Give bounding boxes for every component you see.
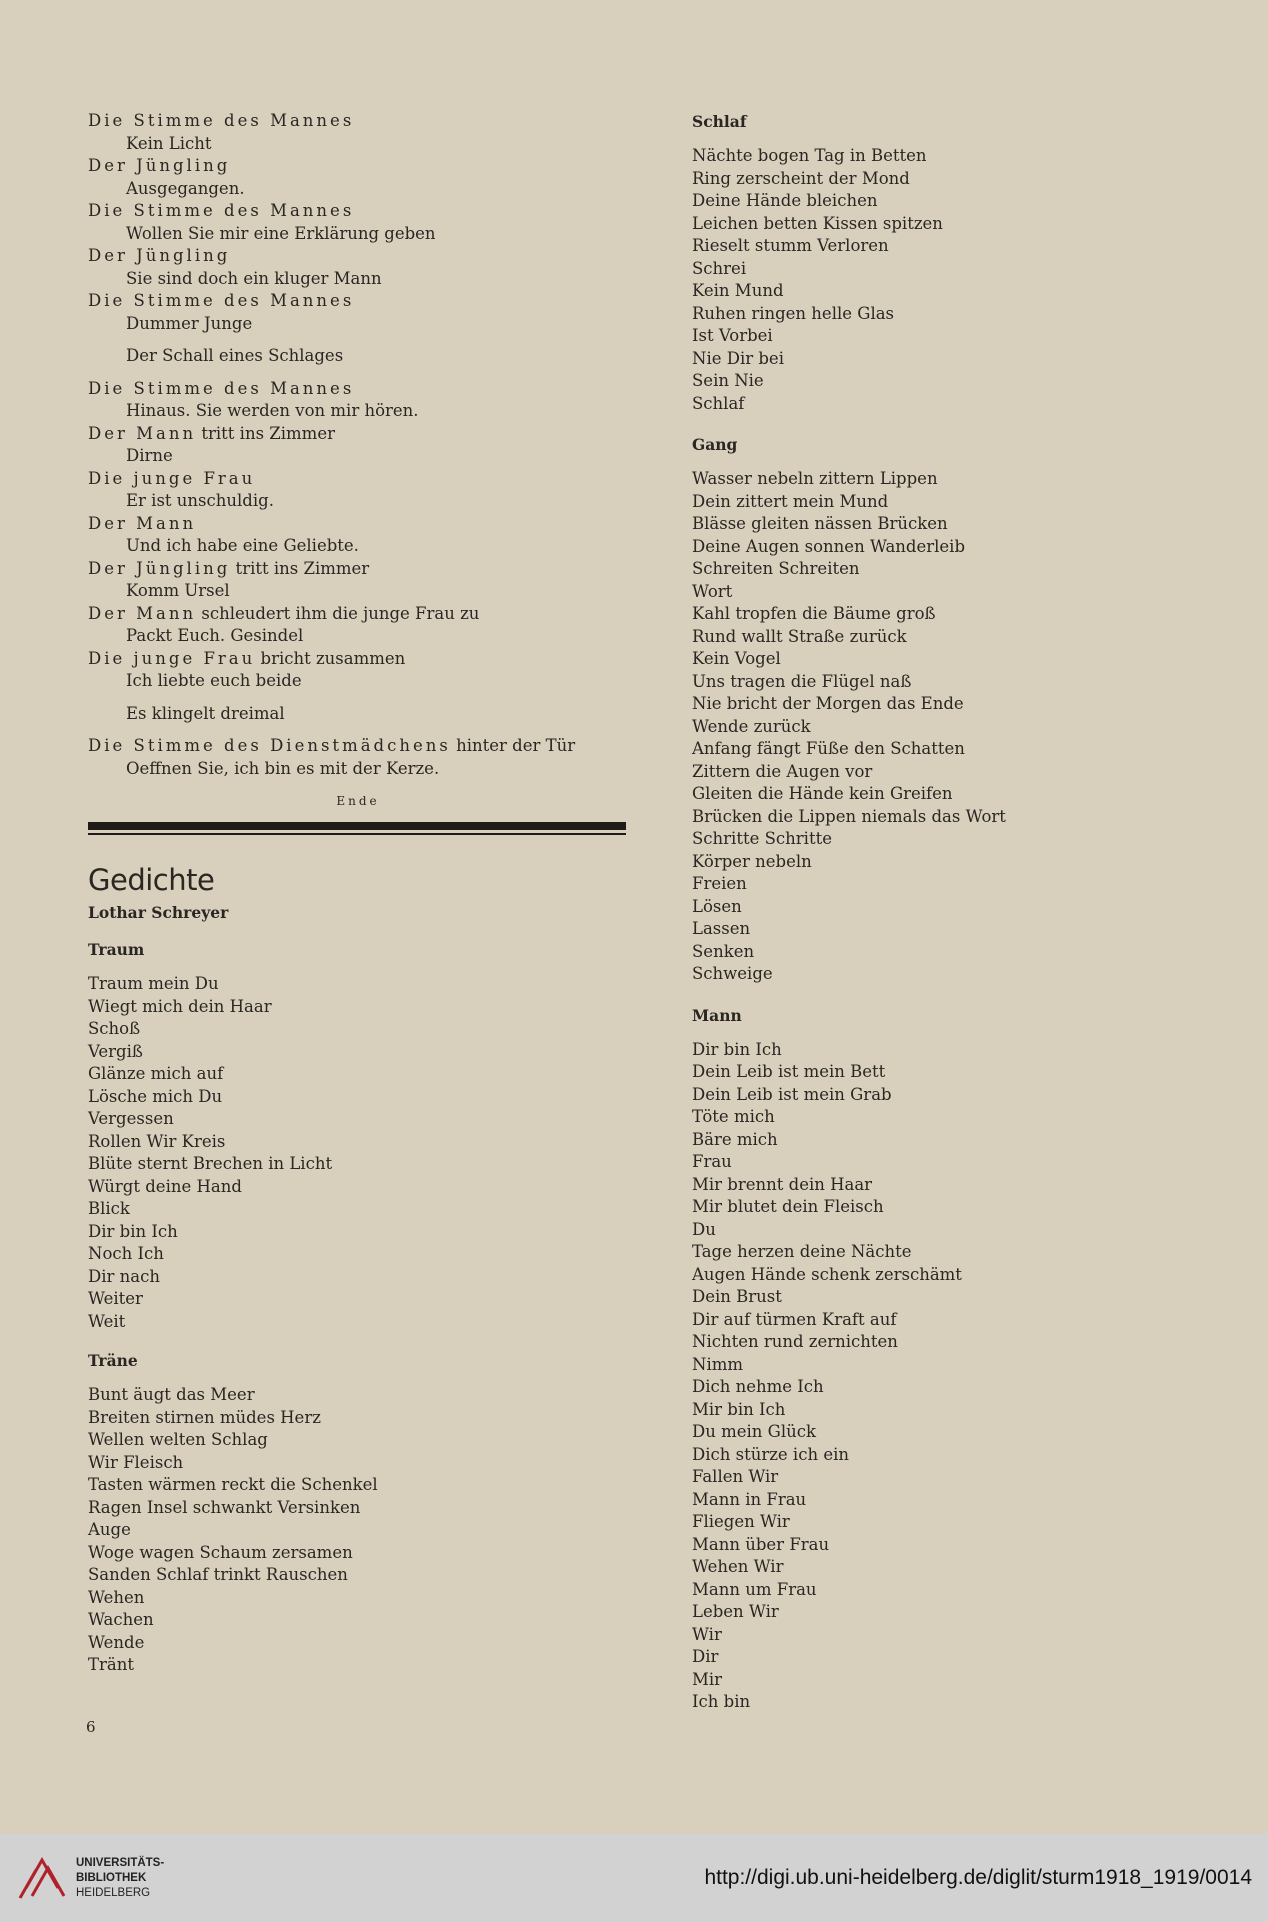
poem-line: Blüte sternt Brechen in Licht <box>88 1154 333 1173</box>
poem-line: Mir blutet dein Fleisch <box>692 1197 884 1216</box>
poem-line: Augen Hände schenk zerschämt <box>692 1264 962 1284</box>
poem-line: Nie Dir bei <box>692 348 784 368</box>
poem-line: Frau <box>692 1152 732 1171</box>
drama-line: Sie sind doch ein kluger Mann <box>126 268 382 288</box>
drama-line: Die Stimme des Mannes <box>88 291 355 310</box>
poem-line: Dein Brust <box>692 1287 782 1306</box>
speaker-name: Der Jüngling <box>88 558 231 578</box>
section-divider <box>88 822 626 835</box>
poem-line: Schoß <box>88 1019 141 1038</box>
poem-line: Dein zittert mein Mund <box>692 491 889 511</box>
library-logo-icon <box>12 1848 72 1908</box>
poems-left <box>88 940 628 1677</box>
drama-line <box>88 423 628 446</box>
drama-line: Die junge Frau <box>88 468 256 488</box>
source-url: http://digi.ub.uni-heidelberg.de/diglit/sturm1918_1919/0014 <box>704 1866 1252 1889</box>
page-number: 6 <box>86 1718 96 1736</box>
stage-direction: tritt ins Zimmer <box>230 558 370 578</box>
poem-line: Ragen Insel schwankt Versinken <box>88 1497 361 1517</box>
stage-direction: bricht zusammen <box>255 648 406 668</box>
drama-line: Oeffnen Sie, ich bin es mit der Kerze. <box>126 758 440 778</box>
poem-title: Gang <box>692 435 738 454</box>
poem-line: Woge wagen Schaum zersamen <box>88 1542 353 1562</box>
poem-line: Wasser nebeln zittern Lippen <box>692 469 938 488</box>
drama-line <box>88 648 628 671</box>
poem-line: Anfang fängt Füße den Schatten <box>692 739 965 758</box>
poem-line: Sein Nie <box>692 371 764 390</box>
poem-line: Wiegt mich dein Haar <box>88 996 272 1016</box>
drama-line: Der Jüngling <box>88 246 231 265</box>
poem-line: Glänze mich auf <box>88 1064 224 1083</box>
drama-line: Der Mann <box>88 513 197 533</box>
section-title: Gedichte <box>88 863 215 897</box>
drama-line: Er ist unschuldig. <box>126 491 274 510</box>
poem-line: Mir <box>692 1669 723 1689</box>
drama-line: Packt Euch. Gesindel <box>126 626 304 645</box>
poem-line: Freien <box>692 874 747 893</box>
poem-line: Mir bin Ich <box>692 1399 786 1419</box>
poem-line: Wir <box>692 1624 722 1644</box>
poem-line: Dein Leib ist mein Bett <box>692 1062 886 1081</box>
library-name: UNIVERSITÄTS- BIBLIOTHEK HEIDELBERG <box>76 1857 165 1899</box>
drama-line: Ich liebte euch beide <box>126 671 302 690</box>
drama-line: Komm Ursel <box>126 581 230 600</box>
poem-line: Würgt deine Hand <box>88 1176 242 1196</box>
stage-direction: hinter der Tür <box>450 736 576 755</box>
speaker-name: Der Mann <box>88 423 197 443</box>
poem-line: Bäre mich <box>692 1129 778 1149</box>
poem-title: Träne <box>88 1351 138 1370</box>
poem-line: Dir <box>692 1647 719 1666</box>
poem-line: Wellen welten Schlag <box>88 1430 268 1449</box>
poem-line: Schrei <box>692 258 747 278</box>
author-name: Lothar Schreyer <box>88 903 229 922</box>
drama-line: Wollen Sie mir eine Erklärung geben <box>126 223 436 243</box>
poem-line: Mann um Frau <box>692 1579 817 1599</box>
poem-line: Wort <box>692 581 733 601</box>
poem-line: Tasten wärmen reckt die Schenkel <box>88 1475 378 1494</box>
drama-line <box>88 603 628 626</box>
poem-title: Traum <box>88 940 145 959</box>
poem-line: Schweige <box>692 964 773 983</box>
poem-title: Schlaf <box>692 112 747 131</box>
poem-line: Lassen <box>692 919 751 938</box>
poem-line: Tage herzen deine Nächte <box>692 1242 912 1261</box>
poem-line: Mann über Frau <box>692 1534 830 1554</box>
poem-line: Kahl tropfen die Bäume groß <box>692 604 936 623</box>
drama-line: Hinaus. Sie werden von mir hören. <box>126 401 419 420</box>
poem-line: Lösen <box>692 896 742 916</box>
drama-line: Die Stimme des Mannes <box>88 111 355 130</box>
drama-line: Die Stimme des Mannes <box>88 378 355 398</box>
drama-line: Der Schall eines Schlages <box>126 346 344 365</box>
speaker-name: Die junge Frau <box>88 648 256 668</box>
poem-line: Dir auf türmen Kraft auf <box>692 1309 897 1329</box>
poem-line: Schreiten Schreiten <box>692 559 860 578</box>
poem-line: Weiter <box>88 1289 143 1308</box>
poem-line: Nächte bogen Tag in Betten <box>692 146 927 165</box>
poem-line: Blässe gleiten nässen Brücken <box>692 514 948 533</box>
poem-line: Schlaf <box>692 393 745 413</box>
poem-line: Wehen <box>88 1587 145 1607</box>
poem-line: Deine Augen sonnen Wanderleib <box>692 536 966 556</box>
poem-line: Nichten rund zernichten <box>692 1332 898 1351</box>
drama-line: Dummer Junge <box>126 313 253 333</box>
poem-line: Du mein Glück <box>692 1422 816 1441</box>
poem-line: Dir nach <box>88 1266 160 1286</box>
poem-line: Zittern die Augen vor <box>692 761 873 781</box>
poem-line: Ruhen ringen helle Glas <box>692 303 895 323</box>
drama-line: Ausgegangen. <box>126 178 245 198</box>
poem-line: Uns tragen die Flügel naß <box>692 671 912 691</box>
poem-line: Nimm <box>692 1354 744 1374</box>
poem-line: Schritte Schritte <box>692 829 832 848</box>
poem-line: Wir Fleisch <box>88 1452 184 1472</box>
poem-line: Gleiten die Hände kein Greifen <box>692 784 953 803</box>
poem-line: Lösche mich Du <box>88 1086 223 1106</box>
poems-right <box>692 112 1072 1714</box>
drama-line: Die Stimme des Mannes <box>88 201 355 220</box>
footer-bar <box>0 1834 1268 1922</box>
poem-line: Bunt äugt das Meer <box>88 1385 255 1404</box>
drama-line <box>88 735 628 758</box>
poem-line: Wende <box>88 1632 145 1652</box>
poem-line: Mann in Frau <box>692 1489 807 1509</box>
poem-line: Leichen betten Kissen spitzen <box>692 213 943 233</box>
poem-line: Fallen Wir <box>692 1467 779 1486</box>
poem-line: Senken <box>692 941 755 961</box>
right-column <box>692 112 1072 1714</box>
poem-line: Breiten stirnen müdes Herz <box>88 1407 321 1427</box>
poem-title: Mann <box>692 1005 742 1025</box>
poem-line: Dein Leib ist mein Grab <box>692 1084 892 1104</box>
poem-line: Rund wallt Straße zurück <box>692 626 907 646</box>
poem-line: Körper nebeln <box>692 851 812 871</box>
poem-line: Blick <box>88 1199 130 1218</box>
poem-line: Weit <box>88 1311 126 1331</box>
poem-line: Dich stürze ich ein <box>692 1444 849 1464</box>
poem-line: Dich nehme Ich <box>692 1377 824 1396</box>
poem-line: Töte mich <box>692 1107 775 1126</box>
stage-direction: schleudert ihm die junge Frau zu <box>196 603 480 623</box>
poem-line: Deine Hände bleichen <box>692 191 878 210</box>
poem-line: Rieselt stumm Verloren <box>692 236 889 255</box>
left-column <box>88 110 628 1677</box>
poem-line: Du <box>692 1219 716 1239</box>
poem-line: Kein Vogel <box>692 649 781 668</box>
poem-line: Brücken die Lippen niemals das Wort <box>692 806 1006 826</box>
drama-line <box>88 558 628 581</box>
poem-line: Dir bin Ich <box>692 1039 782 1059</box>
end-marker: Ende <box>336 794 380 808</box>
speaker-name: Die Stimme des Dienstmädchens <box>88 736 451 755</box>
poem-line: Sanden Schlaf trinkt Rauschen <box>88 1565 348 1584</box>
poem-line: Vergessen <box>88 1109 174 1128</box>
poem-line: Kein Mund <box>692 281 784 300</box>
poem-line: Wehen Wir <box>692 1557 784 1576</box>
drama-line: Und ich habe eine Geliebte. <box>126 536 359 555</box>
poem-line: Fliegen Wir <box>692 1512 790 1531</box>
poem-line: Wende zurück <box>692 716 811 736</box>
poem-line: Dir bin Ich <box>88 1221 178 1241</box>
drama-line: Dirne <box>126 446 173 465</box>
drama-line: Der Jüngling <box>88 156 231 175</box>
speaker-name: Der Mann <box>88 603 197 623</box>
stage-direction: tritt ins Zimmer <box>196 423 335 443</box>
poem-line: Ist Vorbei <box>692 326 773 345</box>
poem-line: Leben Wir <box>692 1602 779 1621</box>
poem-line: Tränt <box>88 1655 134 1674</box>
poem-line: Traum mein Du <box>88 974 219 993</box>
poem-line: Auge <box>88 1520 131 1539</box>
poem-line: Noch Ich <box>88 1244 164 1263</box>
drama-line: Es klingelt dreimal <box>126 703 285 723</box>
poem-line: Wachen <box>88 1610 154 1629</box>
poem-line: Ich bin <box>692 1692 751 1711</box>
drama-excerpt <box>88 110 628 780</box>
poem-line: Ring zerscheint der Mond <box>692 168 910 188</box>
poem-line: Vergiß <box>88 1041 143 1061</box>
drama-line: Kein Licht <box>126 133 212 153</box>
poem-line: Nie bricht der Morgen das Ende <box>692 694 964 713</box>
poem-line: Mir brennt dein Haar <box>692 1174 873 1194</box>
poem-line: Rollen Wir Kreis <box>88 1131 226 1151</box>
